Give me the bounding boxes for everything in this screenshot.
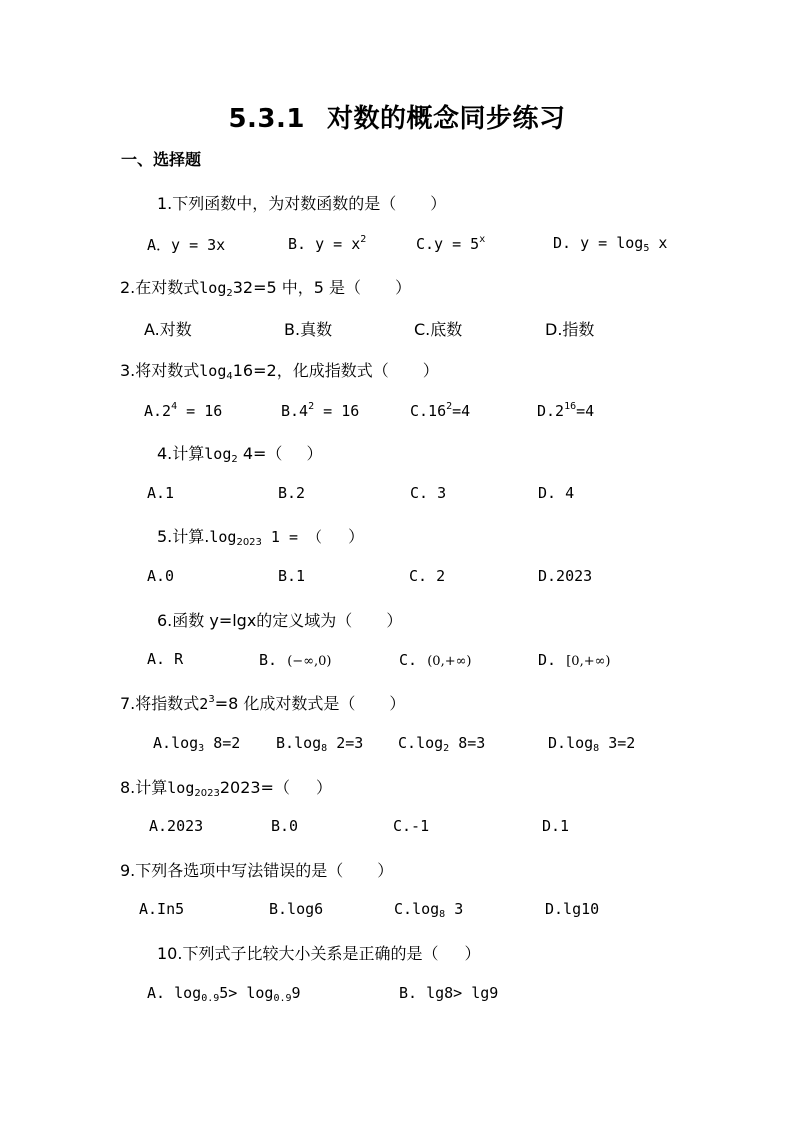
q4-option-c: C. 3	[410, 484, 447, 502]
q4-option-a: A.1	[147, 484, 175, 502]
q2-option-d: D.指数	[545, 320, 595, 339]
q2-option-b: B.真数	[284, 320, 333, 339]
question-9: 9.下列各选项中写法错误的是（ ）	[120, 861, 394, 880]
q3-option-d: $D.2^{16}=4$	[537, 401, 595, 420]
q1-option-d: D. $y = \log_5 x$	[553, 234, 668, 254]
q5-option-c: C. 2	[409, 567, 446, 585]
q6-option-c: C. (0,+∞)	[399, 651, 472, 669]
q5-option-b: B.1	[278, 567, 306, 585]
question-2: 2.在对数式$\log_232=5$ 中，5 是（ ）	[120, 278, 412, 299]
question-5: 5.计算$.\log_{2023}$ 1 = （ ）	[157, 527, 365, 548]
q1-option-a: A．y = 3x	[147, 236, 226, 254]
q1-option-b: B. $y = x^2$	[288, 234, 367, 253]
q2-option-a: A.对数	[144, 320, 192, 339]
q7-option-d: $D.\log_8$ 3=2	[548, 734, 636, 754]
q9-option-d: D.lg10	[545, 900, 600, 918]
q3-option-b: $B.4^2 = 16$	[281, 401, 360, 420]
q9-option-a: A.In5	[139, 900, 185, 918]
q9-option-b: B.log6	[269, 900, 324, 918]
section-heading: 一、选择题	[121, 150, 202, 169]
q7-option-c: $C.\log_2$ 8=3	[398, 734, 486, 754]
q4-option-b: B.2	[278, 484, 306, 502]
question-6: 6.函数 y=lgx的定义域为（ ）	[157, 611, 403, 630]
q7-option-b: $B.\log_8$ 2=3	[276, 734, 364, 754]
q4-option-d: D. 4	[538, 484, 575, 502]
q6-option-b: B. (−∞,0)	[259, 651, 332, 669]
q5-option-d: D.2023	[538, 567, 593, 585]
question-1-text: 1.下列函数中，为对数函数的是（	[157, 194, 397, 213]
q8-option-b: B.0	[271, 817, 299, 835]
question-4: 4.计算$\log_2 4=$（ ）	[157, 444, 323, 465]
q3-option-a: $A.2^4 = 16$	[144, 401, 223, 420]
q3-option-c: $C.16^2=4$	[410, 401, 471, 420]
question-7: 7.将指数式$2^3=8$ 化成对数式是（ ）	[120, 694, 406, 713]
q8-option-a: A.2023	[149, 817, 204, 835]
q6-option-d: D. [0,+∞)	[538, 651, 611, 669]
q10-option-a: A. $\log_{0.9}5> \log_{0.9}9$	[147, 984, 301, 1004]
q1-option-c: $C.y = 5^x$	[416, 234, 486, 253]
question-8: 8.计算$\log_{2023}2023=$（ ）	[120, 778, 332, 799]
question-1	[157, 191, 446, 214]
q8-option-c: C.-1	[393, 817, 430, 835]
q2-option-c: C.底数	[414, 320, 463, 339]
title-number: 5.3.1	[228, 104, 305, 134]
q6-option-a: A. R	[147, 650, 184, 668]
q7-option-a: $A.\log_3$ 8=2	[153, 734, 241, 754]
title-text: 对数的概念同步练习	[327, 104, 566, 134]
q8-option-d: D.1	[542, 817, 570, 835]
question-3: 3.将对数式$\log_416=2$，化成指数式（ ）	[120, 361, 439, 382]
q10-option-b: B. lg8> lg9	[399, 984, 499, 1002]
question-10: 10.下列式子比较大小关系是正确的是（ ）	[157, 944, 481, 963]
q5-option-a: A.0	[147, 567, 175, 585]
q9-option-c: $C.\log_8$ 3	[394, 900, 464, 920]
question-1-close: ）	[430, 194, 447, 213]
page-title	[0, 98, 794, 135]
